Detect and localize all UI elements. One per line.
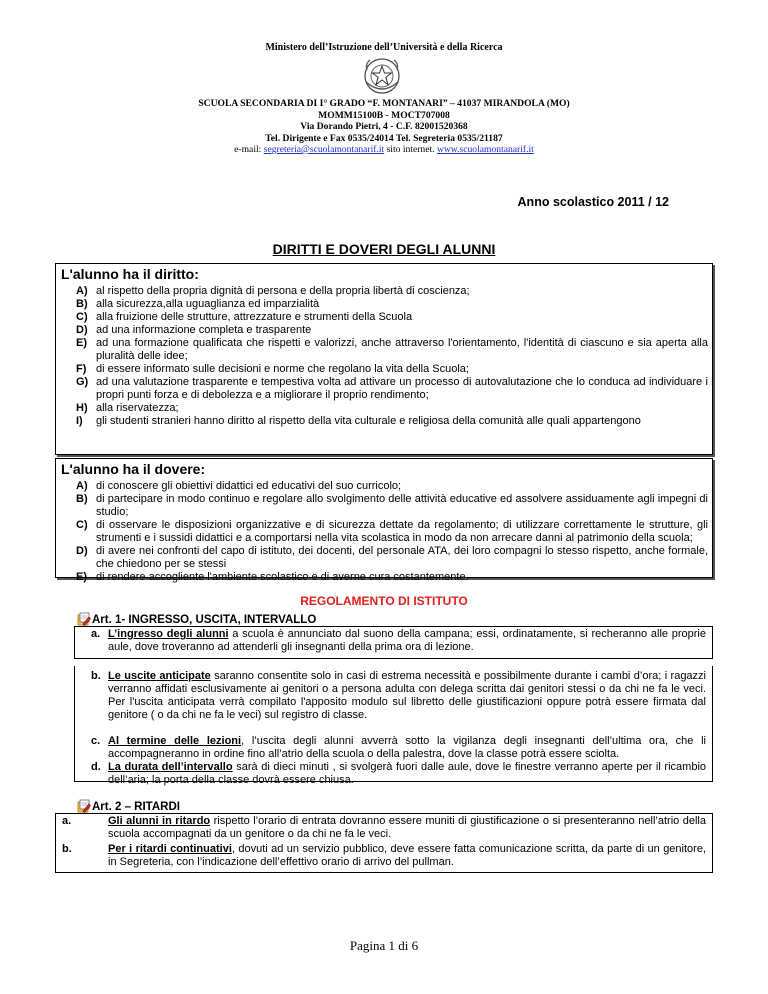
rights-item-text: ad una informazione completa e trasparente [96,324,312,336]
art2-title: Art. 2 – RITARDI [92,801,180,813]
duties-item [76,493,708,519]
rights-item-marker: F) [76,363,87,375]
duties-item-text: di partecipare in modo continuo e regolare allo svolgimento delle attività educative ed assolvere assiduamente agli impegni di studio; [96,493,708,518]
rights-item-marker: E) [76,337,87,349]
duties-item-text: di avere nei confronti del capo di istituto, dei docenti, del personale ATA, dei loro compagni lo stesso rispetto, anche formale, che chiedono per se stessi [96,545,708,570]
rights-item-text: alla sicurezza,alla uguaglianza ed imparzialità [96,298,320,310]
regolamento-title: REGOLAMENTO DI ISTITUTO [300,594,468,608]
art1-item-d: d. La durata dell’intervallo sarà di dieci minuti , si svolgerà fuori dalle aule, dove le finestre verranno aperte per il ricambio dell’aria; la porta della classe dovrà essere chiusa. [91,761,707,786]
rights-heading: L'alunno ha il diritto: [61,266,199,282]
art1-item-c: c. Al termine delle lezioni, l’uscita degli alunni avverrà sotto la vigilanza degli insegnanti dell’ultima ora, che li accompagneranno in ordine fino all’atrio della scuola o della palestra, dove la classe potrà essere sciolta. [91,735,706,760]
rights-item-marker: G) [76,376,89,388]
rights-item-text: alla fruizione delle strutture, attrezzature e strumenti della Scuola [96,311,413,323]
duties-item [76,545,708,571]
rights-item-marker: D) [76,324,88,336]
page-number: Pagina 1 di 6 [349,938,419,953]
rights-item [76,298,708,311]
duties-item-marker: E) [76,571,87,583]
duties-item-marker: A) [76,480,88,492]
rights-item [76,402,708,415]
art1-heading [77,612,316,626]
school-codes: MOMM15100B - MOCT707008 [318,109,450,121]
rights-item-marker: C) [76,311,88,323]
duties-item-text: di osservare le disposizioni organizzative e di sicurezza dettate da regolamento; di utilizzare correttamente le strutture, gli strumenti e i sussidi didattici e a comportarsi nella vita scolastica in modo da non arrecare danni al patrimonio della scuola; [96,519,708,544]
rights-item [76,311,708,324]
art1-item-b: b. Le uscite anticipate saranno consentite solo in casi di estrema necessità e possibilmente durante i cambi d’ora; i ragazzi verranno affidati esclusivamente ai genitori o a persona adulta con delega scritta dai genitori stessi o da chi ne fa le veci. Per l'uscita anticipata verrà compilato l'apposito modulo sul libretto delle giustificazioni oppure potrà essere firmata dal genitore ( o da chi ne fa le veci) sul registro di classe. [91,670,706,721]
duties-item [76,480,708,493]
duties-box [55,458,713,583]
rights-item [76,415,708,428]
school-phones: Tel. Dirigente e Fax 0535/24014 Tel. Segreteria 0535/21187 [265,132,503,144]
duties-item [76,519,708,545]
duties-item [76,571,708,584]
email-link[interactable]: segreteria@scuolamontanarif.it [263,144,385,155]
art2-item-b: b. Per i ritardi continuativi, dovuti ad un servizio pubblico, deve essere fatta comunicazione scritta, da parte di un genitore, in Segreteria, con l’indicazione dell’effettivo orario di arrivo del pullman. [62,843,707,868]
rights-item [76,363,708,376]
school-header [0,98,768,156]
rights-item-text: alla riservatezza; [96,402,179,414]
rights-item-marker: H) [76,402,88,414]
rights-item-text: ad una valutazione trasparente e tempestiva volta ad attivare un processo di autovalutazione che lo conduca ad individuare i propri punti forza e di debolezza e a migliorare il proprio rendimento; [96,376,708,401]
duties-item-marker: B) [76,493,88,505]
rights-box [55,263,713,455]
italian-republic-emblem-icon [362,56,402,96]
document-title: DIRITTI E DOVERI DEGLI ALUNNI [272,241,496,257]
rights-item-text: gli studenti stranieri hanno diritto al rispetto della vita culturale e religiosa della comunità alle quali appartengono [96,415,641,427]
school-year: Anno scolastico 2011 / 12 [517,195,669,209]
duties-item-marker: C) [76,519,88,531]
site-label: sito internet. [386,144,435,155]
document-pencil-icon [77,612,91,626]
rights-item [76,376,708,402]
duties-item-text: di rendere accogliente l'ambiente scolastico e di averne cura costantemente. [96,571,469,583]
school-address: Via Dorando Pietri, 4 - C.F. 82001520368 [300,121,468,132]
school-name: SCUOLA SECONDARIA DI I° GRADO “F. MONTANARI” – 41037 MIRANDOLA (MO) [198,98,570,109]
duties-item-marker: D) [76,545,88,557]
email-label: e-mail: [234,144,262,155]
website-link[interactable]: www.scuolamontanarif.it [436,144,534,155]
rights-item [76,337,708,363]
school-contacts [0,144,768,156]
duties-list [56,480,712,584]
rights-item [76,285,708,298]
art2-heading [77,799,180,813]
art1-item-a: a. L’ingresso degli alunni a scuola è annunciato dal suono della campana; essi, ordinatamente, si recheranno alle proprie aule, dove troveranno ad attenderli gli insegnanti della prima ora di lezione. [91,628,706,653]
rights-item-marker: A) [76,285,88,297]
rights-item-text: di essere informato sulle decisioni e norme che regolano la vita della Scuola; [96,363,469,375]
rights-item [76,324,708,337]
rights-item-text: ad una formazione qualificata che rispetti e valorizzi, anche attraverso l'orientamento, l'identità di ciascuno e sia aperta alla pluralità delle idee; [96,337,708,362]
duties-heading: L'alunno ha il dovere: [61,461,206,477]
art2-item-a: a. Gli alunni in ritardo rispetto l’orario di entrata dovranno essere muniti di giustificazione o si presenteranno nell’atrio della scuola accompagnati da un genitore o da chi ne fa le veci. [62,815,706,840]
rights-list [56,285,712,428]
rights-item-marker: I) [76,415,83,427]
rights-item-marker: B) [76,298,88,310]
rights-item-text: al rispetto della propria dignità di persona e della propria libertà di coscienza; [96,285,470,297]
art1-title: Art. 1- INGRESSO, USCITA, INTERVALLO [92,614,317,626]
document-pencil-icon [77,799,91,813]
ministry-header: Ministero dell’Istruzione dell’Università e della Ricerca [265,42,503,53]
duties-item-text: di conoscere gli obiettivi didattici ed educativi del suo curricolo; [96,480,402,492]
